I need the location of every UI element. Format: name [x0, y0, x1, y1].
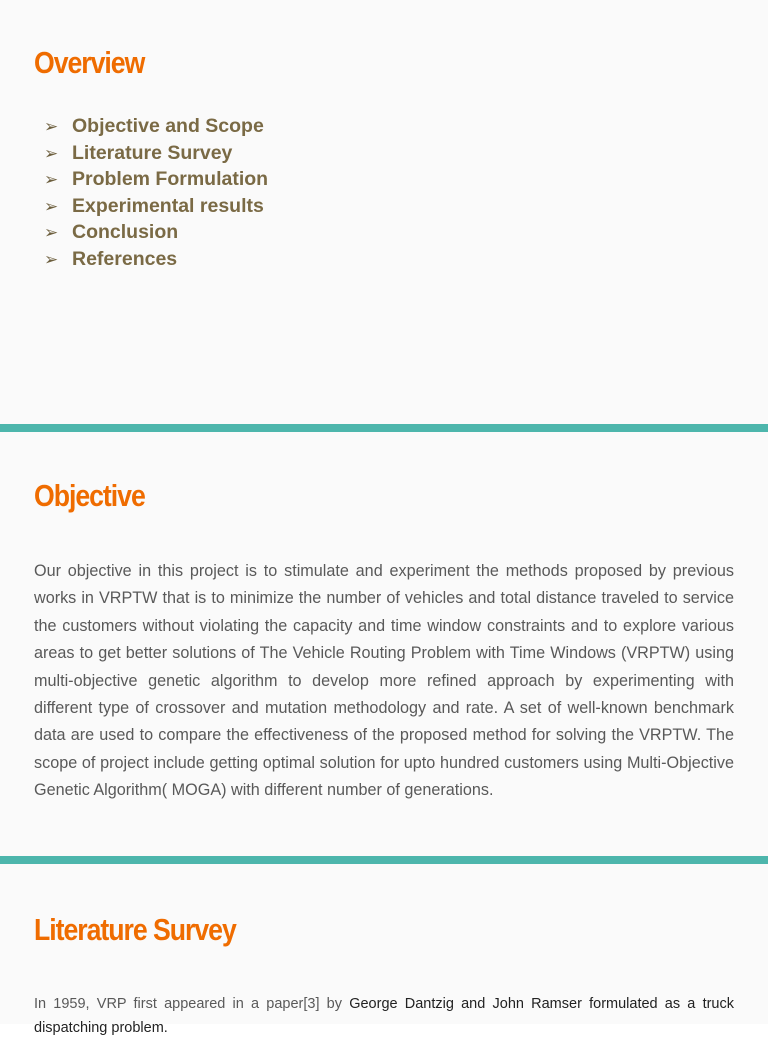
overview-item — [44, 246, 268, 273]
arrow-bullet-icon: ➢ — [44, 196, 59, 216]
arrow-bullet-icon: ➢ — [44, 223, 59, 242]
arrow-bullet-icon: ➢ — [44, 143, 59, 163]
overview-item-label: Objective and Scope — [72, 115, 264, 137]
objective-paragraph: Our objective in this project is to stimulate and experiment the methods proposed by previous works in VRPTW that is to minimize the number of vehicles and total distance traveled to service the customers without violating the capacity and time window constraints and to explore various areas to get better solutions of The Vehicle Routing Problem with Time Windows (VRPTW) using multi-objective genetic algorithm to develop more refined approach by experimenting with different type of crossover and mutation methodology and rate. A set of well-known benchmark data are used to compare the effectiveness of the proposed method for solving the VRPTW. The scope of project include getting optimal solution for upto hundred customers using Multi-Objective Genetic Algorithm( MOGA) with different number of generations. — [34, 562, 734, 800]
literature-text-intro: In 1959, VRP first appeared in a paper[3] by — [34, 996, 350, 1012]
overview-item-label: Literature Survey — [72, 141, 233, 164]
overview-item — [44, 219, 268, 246]
overview-item — [44, 140, 268, 167]
literature-text-authors: George Dantzig and John Ramser formulated as a truck dispatching problem. — [34, 996, 734, 1036]
overview-item — [44, 113, 268, 140]
overview-item — [44, 166, 268, 193]
objective-title: Objective — [34, 478, 145, 513]
overview-item-label: References — [72, 247, 178, 270]
slide-divider — [0, 424, 768, 432]
overview-item-label: Problem Formulation — [72, 168, 269, 190]
slide-overview — [0, 0, 768, 424]
literature-title: Literature Survey — [34, 912, 236, 947]
literature-paragraph — [34, 992, 734, 1040]
arrow-bullet-icon: ➢ — [44, 117, 59, 136]
overview-item — [44, 193, 268, 220]
overview-item-label: Conclusion — [72, 221, 179, 243]
overview-title: Overview — [34, 45, 145, 80]
arrow-bullet-icon: ➢ — [44, 249, 59, 269]
overview-item-label: Experimental results — [72, 194, 264, 217]
slide-literature-survey — [0, 864, 768, 1036]
slide-objective — [0, 432, 768, 856]
overview-list — [44, 113, 268, 272]
slide-divider — [0, 856, 768, 864]
arrow-bullet-icon: ➢ — [44, 170, 59, 189]
